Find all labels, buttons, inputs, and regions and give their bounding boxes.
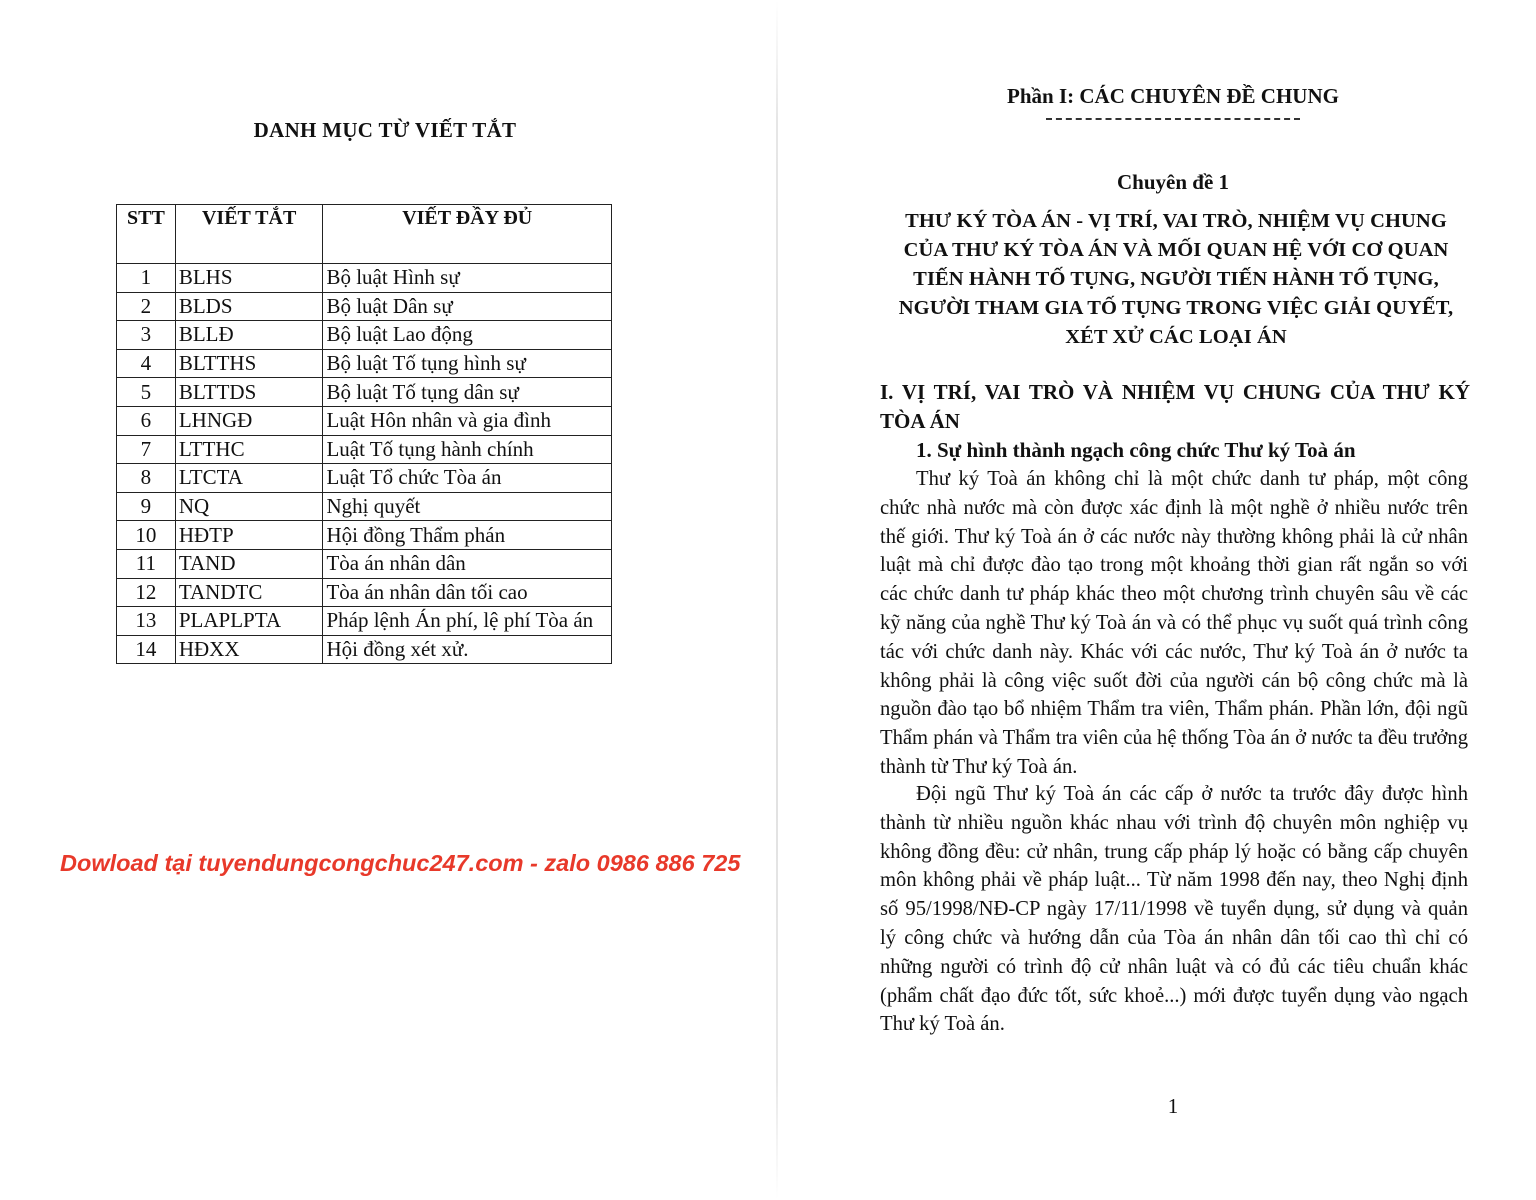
row-abbreviation: BLHS <box>175 264 323 293</box>
row-full-form: Nghị quyết <box>323 492 612 521</box>
body-paragraph: Đội ngũ Thư ký Toà án các cấp ở nước ta trước đây được hình thành từ nhiều nguồn khác nhau với trình độ chuyên môn nghiệp vụ không đồng đều: cử nhân, trung cấp pháp lý hoặc có bằng cấp chuyên môn không phải về pháp luật... Từ năm 1998 đến nay, theo Nghị định số 95/1998/NĐ-CP ngày 17/11/1998 về tuyển dụng, sử dụng và quản lý công chức và hướng dẫn của Tòa án nhân dân tối cao thì chỉ có những người có trình độ cử nhân luật và có đủ các tiêu chuẩn khác (phẩm chất đạo đức tốt, sức khoẻ...) mới được tuyển dụng vào ngạch Thư ký Toà án. <box>880 783 1468 1036</box>
topic-title-line: NGƯỜI THAM GIA TỐ TỤNG TRONG VIỆC GIẢI QUYẾT, <box>898 297 1454 319</box>
row-full-form: Bộ luật Hình sự <box>323 264 612 293</box>
row-stt: 11 <box>117 549 176 578</box>
row-full-form: Luật Hôn nhân và gia đình <box>323 406 612 435</box>
table-header-row <box>117 205 612 264</box>
table-row <box>117 378 612 407</box>
row-stt: 10 <box>117 521 176 550</box>
table-row <box>117 492 612 521</box>
row-abbreviation: BLDS <box>175 292 323 321</box>
abbreviations-table <box>116 204 612 664</box>
table-row <box>117 607 612 636</box>
topic-title-line: TIẾN HÀNH TỐ TỤNG, NGƯỜI TIẾN HÀNH TỐ TỤNG, <box>913 268 1439 290</box>
dashed-divider <box>1046 118 1300 120</box>
row-abbreviation: PLAPLPTA <box>175 607 323 636</box>
row-abbreviation: LTCTA <box>175 464 323 493</box>
table-row <box>117 549 612 578</box>
subsection-heading: 1. Sự hình thành ngạch công chức Thư ký Toà án <box>916 438 1356 462</box>
table-row <box>117 464 612 493</box>
row-abbreviation: HĐTP <box>175 521 323 550</box>
table-row <box>117 349 612 378</box>
row-stt: 12 <box>117 578 176 607</box>
topic-number: Chuyên đề 1 <box>1116 170 1230 194</box>
row-stt: 2 <box>117 292 176 321</box>
row-stt: 13 <box>117 607 176 636</box>
row-abbreviation: BLLĐ <box>175 321 323 350</box>
topic-title-line: CỦA THƯ KÝ TÒA ÁN VÀ MỐI QUAN HỆ VỚI CƠ QUAN <box>903 239 1449 261</box>
right-page <box>770 0 1536 1200</box>
abbreviations-title: DANH MỤC TỪ VIẾT TẮT <box>253 118 517 142</box>
row-abbreviation: HĐXX <box>175 635 323 664</box>
row-stt: 3 <box>117 321 176 350</box>
row-stt: 14 <box>117 635 176 664</box>
row-full-form: Bộ luật Lao động <box>323 321 612 350</box>
table-row <box>117 321 612 350</box>
row-abbreviation: TANDTC <box>175 578 323 607</box>
topic-title-line: THƯ KÝ TÒA ÁN - VỊ TRÍ, VAI TRÒ, NHIỆM VỤ CHUNG <box>905 210 1447 232</box>
row-full-form: Luật Tổ chức Tòa án <box>323 464 612 493</box>
row-full-form: Bộ luật Dân sự <box>323 292 612 321</box>
topic-title-line: XÉT XỬ CÁC LOẠI ÁN <box>1065 326 1287 348</box>
row-stt: 8 <box>117 464 176 493</box>
row-full-form: Hội đồng Thẩm phán <box>323 521 612 550</box>
body-paragraph: Thư ký Toà án không chỉ là một chức danh tư pháp, một công chức nhà nước mà còn được xác định là một nghề ở nhiều nước trên thế giới. Thư ký Toà án ở các nước này thường không phải là cử nhân luật mà chỉ được đào tạo trong một khoảng thời gian rất ngắn so với các chức danh tư pháp khác theo một chương trình chuyên sâu về các kỹ năng của nghề Thư ký Toà án và có thể phục vụ suốt quá trình công tác với chức danh này. Khác với các nước, Thư ký Toà án ở nước ta không phải là công việc suốt đời của người cán bộ công chức mà là nguồn đào tạo bổ nhiệm Thẩm tra viên, Thẩm phán. Phần lớn, đội ngũ Thẩm phán và Thẩm tra viên của hệ thống Tòa án ở nước ta đều trưởng thành từ Thư ký Toà án. <box>880 468 1468 778</box>
row-stt: 9 <box>117 492 176 521</box>
download-watermark: Dowload tại tuyendungcongchuc247.com - zalo 0986 886 725 <box>60 850 741 876</box>
row-abbreviation: BLTTDS <box>175 378 323 407</box>
row-stt: 4 <box>117 349 176 378</box>
row-stt: 6 <box>117 406 176 435</box>
part-title: Phần I: CÁC CHUYÊN ĐỀ CHUNG <box>1007 84 1339 108</box>
table-row <box>117 406 612 435</box>
row-abbreviation: NQ <box>175 492 323 521</box>
row-full-form: Luật Tố tụng hành chính <box>323 435 612 464</box>
table-row <box>117 578 612 607</box>
abbreviations-table-body <box>117 264 612 664</box>
row-stt: 5 <box>117 378 176 407</box>
row-full-form: Tòa án nhân dân <box>323 549 612 578</box>
row-abbreviation: LTTHC <box>175 435 323 464</box>
row-stt: 1 <box>117 264 176 293</box>
row-stt: 7 <box>117 435 176 464</box>
page-number: 1 <box>1167 1094 1179 1118</box>
row-full-form: Bộ luật Tố tụng dân sự <box>323 378 612 407</box>
row-abbreviation: BLTTHS <box>175 349 323 378</box>
row-full-form: Hội đồng xét xử. <box>323 635 612 664</box>
table-row <box>117 292 612 321</box>
row-abbreviation: LHNGĐ <box>175 406 323 435</box>
topic-title <box>866 207 1486 352</box>
header-stt: STT <box>117 205 176 264</box>
table-row <box>117 635 612 664</box>
row-full-form: Tòa án nhân dân tối cao <box>323 578 612 607</box>
row-abbreviation: TAND <box>175 549 323 578</box>
header-full-form: VIẾT ĐẦY ĐỦ <box>323 205 612 264</box>
header-abbreviation: VIẾT TẮT <box>175 205 323 264</box>
row-full-form: Bộ luật Tố tụng hình sự <box>323 349 612 378</box>
table-row <box>117 435 612 464</box>
table-row <box>117 521 612 550</box>
row-full-form: Pháp lệnh Án phí, lệ phí Tòa án <box>323 607 612 636</box>
table-row <box>117 264 612 293</box>
section-heading: I. VỊ TRÍ, VAI TRÒ VÀ NHIỆM VỤ CHUNG CỦA THƯ KÝ TÒA ÁN <box>880 380 1470 433</box>
